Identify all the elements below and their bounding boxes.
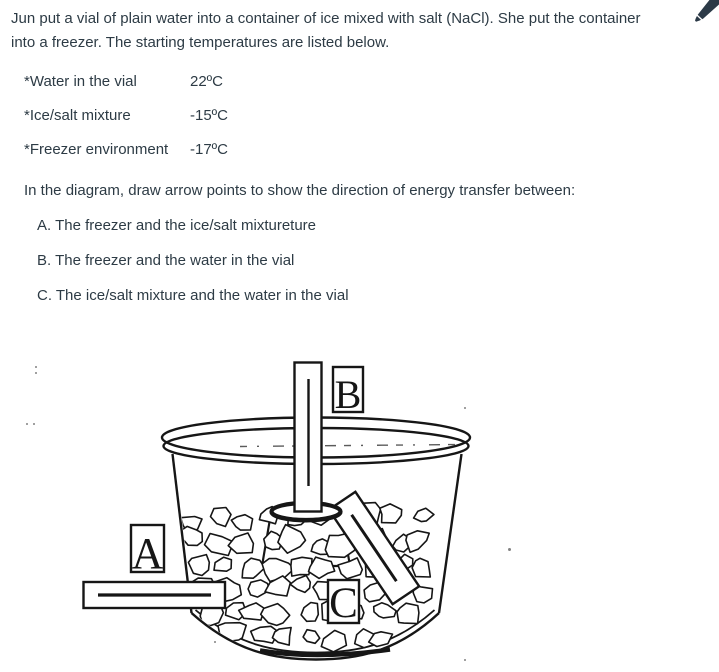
ice-pebble [406, 531, 429, 552]
temp-label: *Freezer environment [24, 141, 169, 158]
ice-pebble [228, 533, 253, 553]
thermometer-rod [295, 363, 322, 512]
ice-pebble [211, 508, 232, 527]
ice-pebble [301, 603, 318, 622]
ice-pebble [188, 555, 209, 576]
intro-line: Jun put a vial of plain water into a container of ice mixed with salt (NaCl). She put the container [11, 10, 641, 27]
temp-label: *Ice/salt mixture [24, 107, 131, 124]
energy-transfer-diagram [80, 355, 500, 672]
label-box-b [333, 367, 363, 417]
pen-icon[interactable] [693, 0, 719, 22]
ice-pebble [290, 576, 310, 593]
bucket-wall-right [439, 454, 462, 613]
ice-pebble [380, 504, 402, 523]
temp-value: 22ºC [190, 73, 223, 90]
diagram-label-a: A [131, 529, 164, 578]
temp-label: *Water in the vial [24, 73, 137, 90]
temp-row-ice-salt [24, 105, 719, 126]
diagram-label-c: C [329, 580, 358, 627]
transfer-item-a: A. The freezer and the ice/salt mixtureture [37, 217, 317, 234]
temp-row-freezer [24, 139, 719, 160]
ice-pebble [397, 603, 419, 623]
ice-pebble [261, 604, 290, 626]
label-box-c [328, 580, 359, 627]
ice-pebble [291, 557, 312, 576]
transfer-item-c: C. The ice/salt mixture and the water in the vial [37, 287, 349, 304]
ice-pebble [231, 515, 252, 530]
ice-pebble [412, 558, 430, 577]
temp-value: -17ºC [190, 141, 228, 158]
ice-pebble [214, 557, 231, 571]
bar-a [84, 582, 226, 608]
ice-pebble [242, 558, 265, 578]
temp-row-water [24, 71, 719, 92]
temperature-list [0, 71, 719, 160]
instruction-text: In the diagram, draw arrow points to show the direction of energy transfer between: [24, 182, 576, 199]
ice-pebble [218, 623, 246, 641]
temp-value: -15ºC [190, 107, 228, 124]
question-body [0, 0, 719, 306]
ice-pebble [303, 630, 320, 644]
diagram-label-b: B [334, 372, 362, 417]
intro-line: into a freezer. The starting temperatures are listed below. [11, 34, 390, 51]
ice-pebble [414, 508, 434, 521]
label-box-a [131, 525, 164, 578]
ice-pebble [321, 630, 346, 651]
transfer-item-b: B. The freezer and the water in the vial [37, 252, 295, 269]
